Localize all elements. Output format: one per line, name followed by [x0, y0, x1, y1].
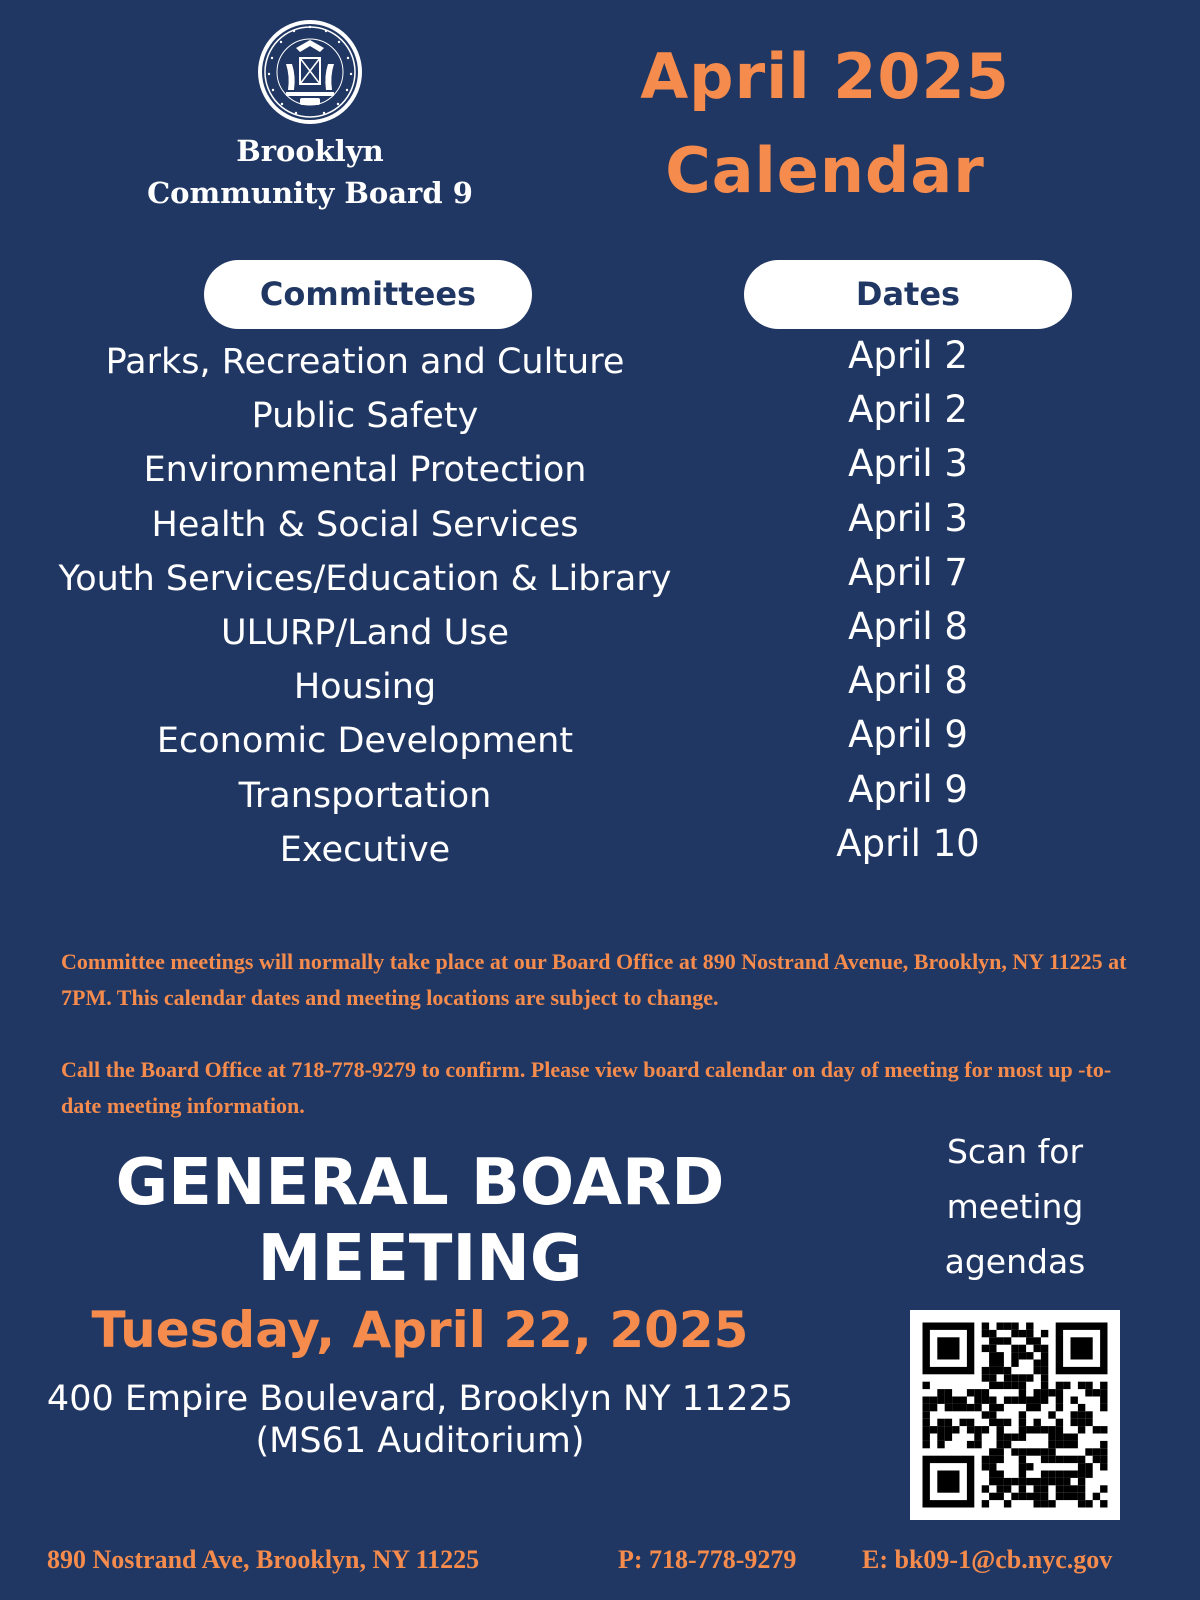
meeting-date: April 3 [848, 442, 968, 486]
committee-name: Parks, Recreation and Culture [105, 342, 625, 382]
qr-code-icon[interactable] [910, 1310, 1120, 1520]
footer-address: 890 Nostrand Ave, Brooklyn, NY 11225 [47, 1545, 480, 1574]
scan-prompt-line1: Scan for [946, 1132, 1084, 1171]
meeting-date: April 8 [848, 604, 968, 648]
page-title-line1: April 2025 [640, 40, 1010, 113]
meeting-location-notice: Committee meetings will normally take place at our Board Office at 890 Nostrand Avenue, Brooklyn, NY 11225 at 7PM. This calendar dates and meeting locations are subject to change. [61, 949, 1127, 1010]
venue-address: 400 Empire Boulevard, Brooklyn NY 11225 [46, 1379, 794, 1419]
committee-name: Public Safety [251, 396, 479, 437]
meeting-date: April 2 [848, 334, 968, 377]
org-name-line1: Brooklyn [236, 134, 384, 168]
general-meeting-date: Tuesday, April 22, 2025 [91, 1301, 749, 1359]
general-meeting-title [30, 1145, 810, 1297]
dates-list [770, 329, 1046, 871]
meeting-date: April 3 [848, 496, 968, 540]
meeting-date: April 8 [848, 659, 968, 703]
confirmation-notice: Call the Board Office at 718-778-9279 to confirm. Please view board calendar on day of meeting for most up -to-date meeting information. [61, 1057, 1112, 1118]
scan-prompt-line3: agendas [944, 1242, 1086, 1281]
committee-name: ULURP/Land Use [220, 612, 510, 653]
meeting-date: April 9 [848, 767, 968, 811]
page-title-line2: Calendar [665, 134, 985, 207]
meeting-date: April 10 [836, 821, 980, 865]
footer-email[interactable]: E: bk09-1@cb.nyc.gov [862, 1545, 1113, 1574]
scan-prompt-line2: meeting [946, 1187, 1084, 1226]
footer-phone[interactable]: P: 718-778-9279 [618, 1545, 797, 1574]
general-meeting-venue [30, 1378, 810, 1462]
venue-name: (MS61 Auditorium) [255, 1421, 585, 1461]
meeting-date: April 7 [848, 550, 968, 594]
meeting-date: April 2 [848, 388, 968, 432]
nyc-seal-icon [256, 18, 364, 126]
committee-name: Economic Development [156, 721, 574, 762]
committee-name: Housing [293, 667, 437, 708]
general-meeting-title-line2: MEETING [257, 1222, 583, 1296]
general-meeting-title-line1: GENERAL BOARD [115, 1146, 725, 1220]
dates-header: Dates [744, 260, 1072, 329]
org-name-line2: Community Board 9 [147, 176, 473, 210]
committee-name: Health & Social Services [151, 504, 579, 545]
committee-name: Environmental Protection [143, 450, 587, 491]
committees-header: Committees [204, 260, 532, 329]
committees-list [40, 335, 690, 877]
scan-prompt [900, 1124, 1130, 1289]
committee-name: Executive [279, 829, 451, 870]
meeting-date: April 9 [848, 713, 968, 757]
committee-name: Youth Services/Education & Library [58, 558, 672, 599]
organization-name [130, 130, 490, 214]
committee-name: Transportation [238, 775, 492, 816]
page-title [580, 30, 1070, 218]
